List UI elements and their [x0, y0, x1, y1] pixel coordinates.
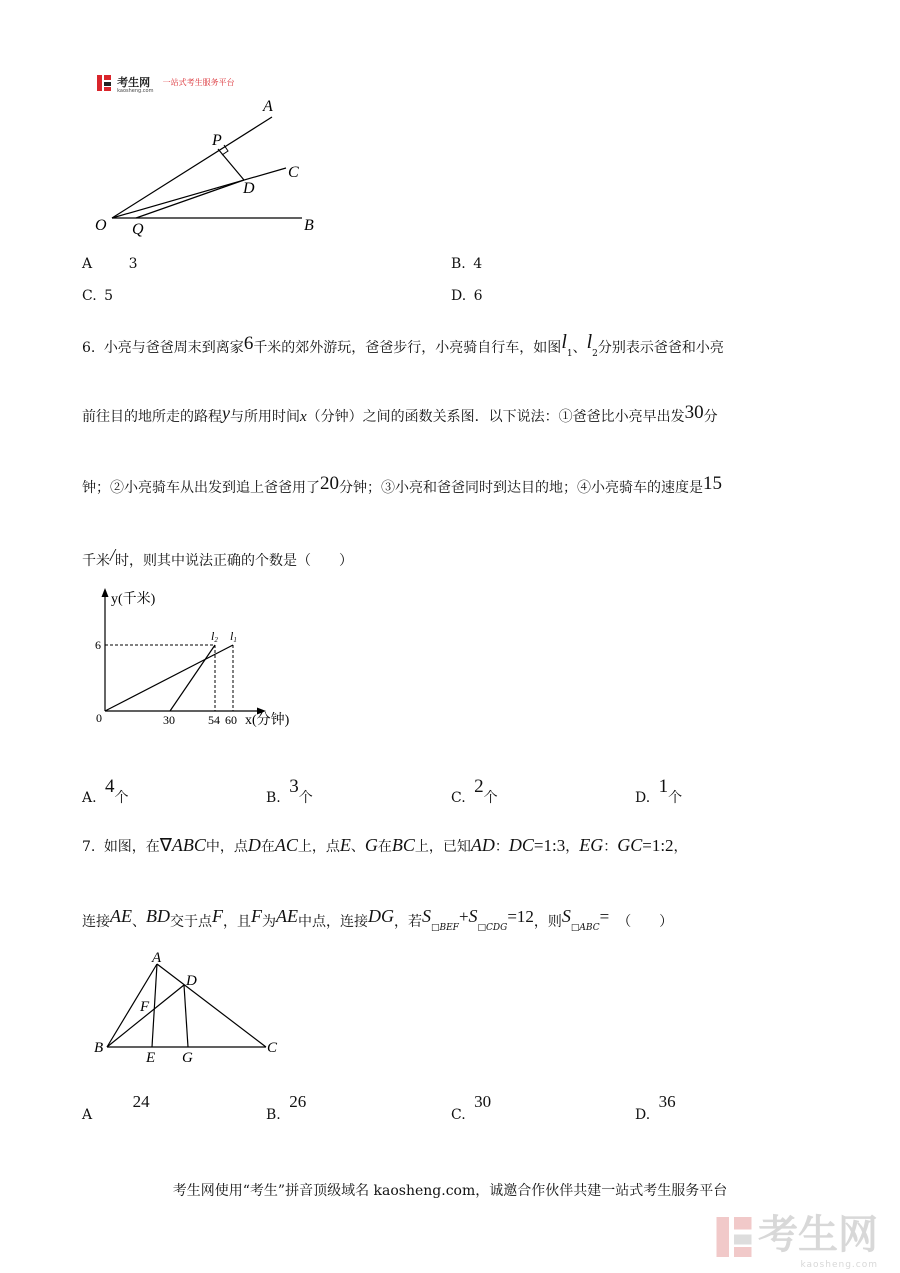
page-footer: 考生网使用“考生”拼音顶级域名 kaosheng.com，诚邀合作伙伴共建一站式考生服务平台 — [172, 1183, 728, 1199]
line-l1 — [105, 645, 233, 711]
label-l2: l2 — [211, 629, 218, 644]
y-tick-6: 6 — [95, 638, 101, 652]
segment-qd — [136, 180, 244, 218]
angle-figure — [90, 95, 330, 240]
q5-option-d: D. 6 — [451, 288, 483, 304]
x-tick-30: 30 — [163, 713, 175, 727]
label-l1: l1 — [230, 629, 237, 644]
label-c: C — [288, 164, 299, 181]
label-b: B — [94, 1040, 104, 1056]
label-a: A — [152, 950, 162, 966]
q7-option-a: A 24 — [82, 1092, 150, 1123]
label-c: C — [267, 1040, 278, 1056]
side-ab — [107, 964, 157, 1047]
watermark-text: 考生网 — [758, 1212, 878, 1258]
label-f: F — [140, 999, 150, 1015]
ray-oc — [112, 168, 286, 218]
q6-line-1: 6. 小亮与爸爸周末到离家6千米的郊外游玩，爸爸步行，小亮骑自行车，如图$l_1$、$l_2$分别表示爸爸和小亮 — [82, 331, 724, 359]
q5-option-a: A 3 — [82, 256, 138, 272]
q7-line-2: 连接AE、BD交于点F，且F为AE中点，连接DG，若$S_{□BEF}+S_{□CDG}=12$，则$S_{□ABC}=$ （ ） — [82, 906, 674, 933]
q7-line-1: 7. 如图，在∇ABC中，点D在AC上，点E、G在BC上，已知AD：DC=1:3，EG：GC=1:2， — [82, 835, 688, 855]
watermark-logo-icon — [714, 1214, 754, 1260]
label-o: O — [95, 217, 107, 234]
label-p: P — [212, 132, 222, 149]
origin-label: 0 — [96, 711, 102, 725]
question-number: 6. — [82, 340, 96, 356]
line-l2 — [170, 645, 215, 711]
label-b: B — [304, 217, 314, 234]
label-a: A — [263, 98, 273, 115]
q7-option-d: D. 36 — [635, 1092, 676, 1123]
q7-option-c: C. 30 — [451, 1092, 492, 1123]
segment-bd — [107, 985, 184, 1047]
x-tick-60: 60 — [225, 713, 237, 727]
logo-name: 考生网 — [117, 76, 151, 89]
x-tick-54: 54 — [208, 713, 220, 727]
y-axis-label: y(千米) — [111, 592, 156, 607]
label-d: D — [186, 973, 197, 989]
q6-option-b: B. 3个 — [266, 776, 313, 806]
watermark — [714, 1203, 878, 1270]
logo-slogan: 一站式考生服务平台 — [162, 78, 235, 87]
x-axis-label: x(分钟) — [245, 713, 290, 728]
segment-ae — [152, 964, 157, 1047]
y-axis-arrow-icon — [102, 588, 109, 597]
logo-domain: kaosheng.com — [117, 88, 154, 94]
q6-line-3: 钟；②小亮骑车从出发到追上爸爸用了20分钟；③小亮和爸爸同时到达目的地；④小亮骑车的速度是15 — [82, 473, 722, 496]
segment-dg — [184, 985, 188, 1047]
distance-time-graph — [88, 585, 318, 735]
label-g: G — [182, 1050, 193, 1066]
ray-oa — [112, 117, 272, 218]
q7-option-b: B. 26 — [266, 1092, 307, 1123]
side-ac — [157, 964, 266, 1047]
segment-pd — [218, 149, 244, 180]
question-number: 7. — [82, 839, 96, 855]
right-angle-mark — [222, 145, 228, 155]
kaosheng-logo-icon — [96, 74, 112, 92]
label-d: D — [243, 180, 255, 197]
q6-option-d: D. 1个 — [635, 776, 683, 806]
label-q: Q — [132, 221, 144, 238]
q6-line-2: 前往目的地所走的路程y与所用时间x（分钟）之间的函数关系图．以下说法：①爸爸比小亮早出发30分 — [82, 402, 718, 425]
q6-option-a: A. 4个 — [82, 776, 129, 806]
q6-line-4: 千米/时，则其中说法正确的个数是（ ） — [82, 545, 354, 569]
watermark-domain: kaosheng.com — [800, 1260, 878, 1270]
header-logo — [96, 71, 235, 94]
q5-option-c: C. 5 — [82, 288, 114, 304]
q6-option-c: C. 2个 — [451, 776, 498, 806]
q5-option-b: B. 4 — [451, 256, 483, 272]
triangle-figure — [90, 945, 290, 1070]
label-e: E — [146, 1050, 156, 1066]
